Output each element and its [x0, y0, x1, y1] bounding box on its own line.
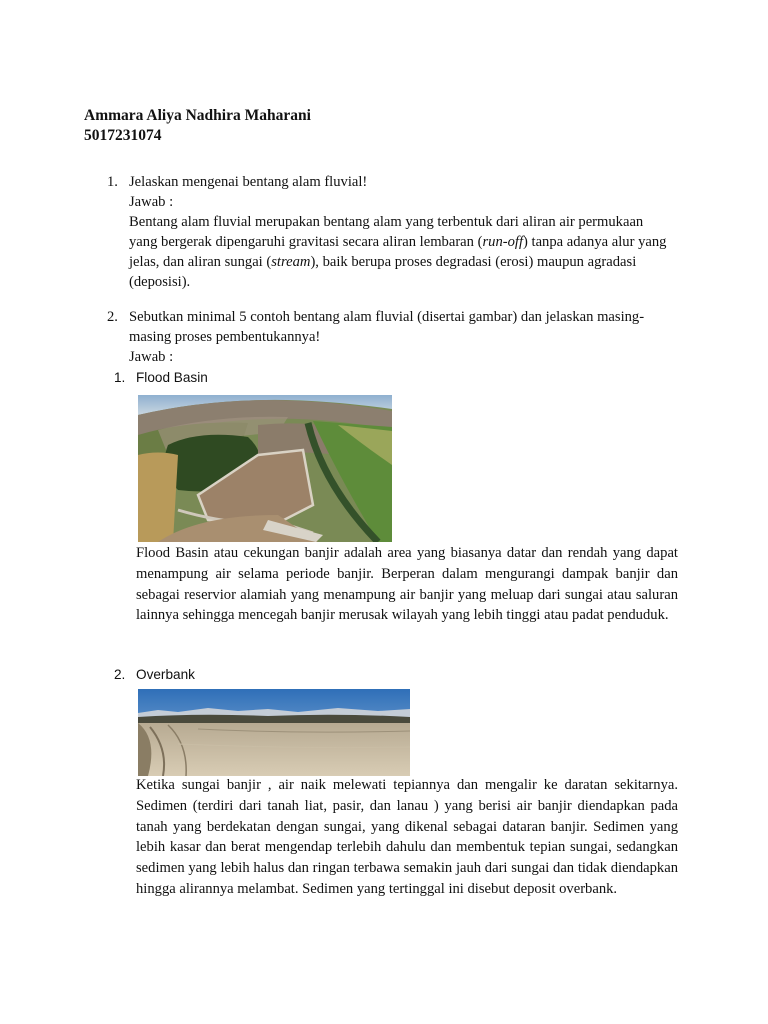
answer-label: Jawab : — [129, 194, 174, 210]
question-number: 1. — [107, 174, 118, 190]
student-id: 5017231074 — [84, 127, 162, 144]
example-title: Overbank — [136, 667, 195, 682]
question-number: 2. — [107, 309, 118, 325]
example-number: 2. — [114, 667, 126, 682]
author-block — [84, 106, 311, 146]
author-name: Ammara Aliya Nadhira Maharani — [84, 107, 311, 124]
term-stream: stream — [271, 254, 311, 270]
overbank-landscape-photo — [138, 689, 410, 776]
answer-text: Bentang alam fluvial merupakan bentang alam yang terbentuk dari aliran air permukaan yang bergerak dipengaruhi gravitasi secara aliran lembaran (run-off) tanpa adanya alur yang jelas, dan aliran sungai (stream), baik berupa proses degradasi (erosi) maupun agradasi (deposisi). — [129, 214, 667, 290]
example-title: Flood Basin — [136, 370, 208, 385]
flood-basin-aerial-photo — [138, 395, 392, 542]
example-2-description: Ketika sungai banjir , air naik melewati tepiannya dan mengalir ke daratan sekitarnya. Sedimen (terdiri dari tanah liat, pasir, dan lanau ) yang berisi air banjir diendapkan pada tanah yang berdekatan dengan sungai, yang dikenal sebagai dataran banjir. Sedimen yang lebih kasar dan berat mengendap terlebih dahulu dan membentuk tepian sungai, sedangkan sedimen yang lebih halus dan ringan terbawa semakin jauh dari sungai dan tidak diendapkan hingga alirannya melambat. Sedimen yang tertinggal ini disebut deposit overbank. — [136, 777, 678, 897]
example-1-description: Flood Basin atau cekungan banjir adalah area yang biasanya datar dan rendah yang dapat menampung air selama periode banjir. Berperan dalam mengurangi dampak banjir dan sebagai reservior alamiah yang menampung air banjir yang meluap dari sungai atau saluran lainnya sehingga mencegah banjir merusak wilayah yang lebih tinggi atau padat penduduk. — [136, 545, 678, 624]
question-text: Jelaskan mengenai bentang alam fluvial! — [129, 174, 368, 190]
question-text: Sebutkan minimal 5 contoh bentang alam fluvial (disertai gambar) dan jelaskan masing-masing proses pembentukannya! — [129, 309, 645, 345]
term-run-off: run-off — [482, 234, 524, 250]
example-number: 1. — [114, 370, 126, 385]
answer-label: Jawab : — [129, 349, 174, 365]
